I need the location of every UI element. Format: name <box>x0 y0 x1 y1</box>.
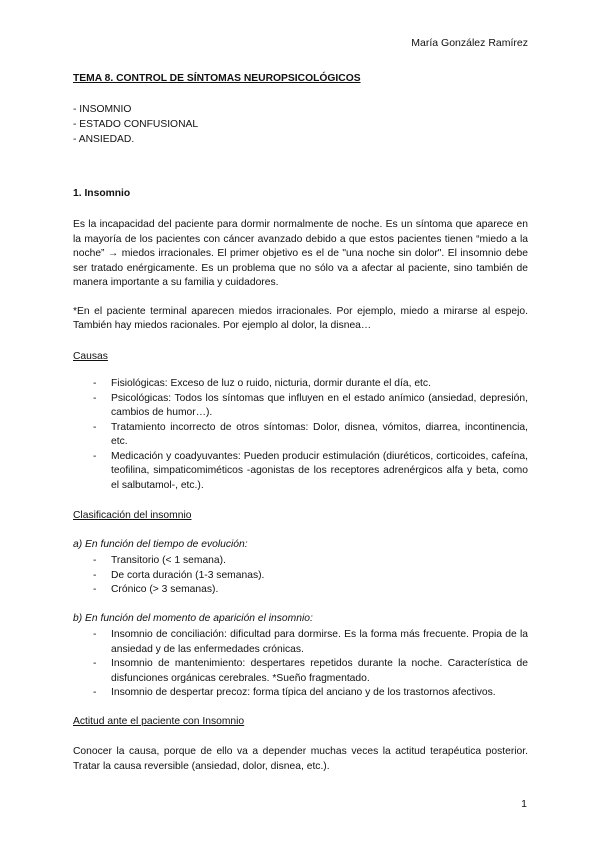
topic-item: - ESTADO CONFUSIONAL <box>73 118 199 130</box>
clasificacion-heading: Clasificación del insomnio <box>73 510 192 521</box>
section-heading-insomnio: 1. Insomnio <box>73 187 131 199</box>
list-item: - Medicación y coadyuvantes: Pueden producir estimulación (diuréticos, corticoides, cafeína, teofilina, simpaticomiméticos -agonistas de los receptores adrenérgicos alfa y beta, como el salbutamol-, etc.). <box>93 450 528 494</box>
page-number: 1 <box>521 798 527 810</box>
list-item: - De corta duración (1-3 semanas). <box>93 569 528 584</box>
list-item: - Psicológicas: Todos los síntomas que influyen en el estado anímico (ansiedad, depresión, cambios de humor…). <box>93 392 528 421</box>
list-item: - Fisiológicas: Exceso de luz o ruido, nicturia, dormir durante el día, etc. <box>93 377 528 392</box>
list-item: - Tratamiento incorrecto de otros síntomas: Dolor, disnea, vómitos, diarrea, incontinencia, etc. <box>93 421 528 450</box>
topic-list <box>73 102 528 147</box>
list-item: - Insomnio de despertar precoz: forma típica del anciano y de los trastornos afectivos. <box>93 686 528 701</box>
clasificacion-b-heading: b) En función del momento de aparición el insomnio: <box>73 612 313 624</box>
clasificacion-b-list <box>73 628 528 701</box>
causas-list <box>73 377 528 493</box>
topic-item: - ANSIEDAD. <box>73 133 135 145</box>
list-item: - Crónico (> 3 semanas). <box>93 583 528 598</box>
clasificacion-a-heading: a) En función del tiempo de evolución: <box>73 538 248 550</box>
clasificacion-a-list <box>73 554 528 598</box>
causas-heading: Causas <box>73 350 108 362</box>
actitud-heading: Actitud ante el paciente con Insomnio <box>73 715 245 727</box>
author-header: María González Ramírez <box>411 37 528 49</box>
topic-item: - INSOMNIO <box>73 103 132 115</box>
list-item: - Transitorio (< 1 semana). <box>93 554 528 569</box>
intro-paragraph: Es la incapacidad del paciente para dormir normalmente de noche. Es un síntoma que aparece en la mayoría de los pacientes con cáncer avanzado debido a que estos pacientes tienen “miedo a la noche” → miedos irracionales. El primer objetivo es el de "una noche sin dolor". El insomnio debe ser tratado enérgicamente. Es un problema que no sólo va a afectar al paciente, sino también de manera importante a su familia y cuidadores. <box>73 219 528 288</box>
note-paragraph: *En el paciente terminal aparecen miedos irracionales. Por ejemplo, miedo a mirarse al espejo. También hay miedos racionales. Por ejemplo al dolor, la disnea… <box>73 305 528 331</box>
document-body <box>73 72 528 774</box>
list-item: - Insomnio de mantenimiento: despertares repetidos durante la noche. Característica de disfunciones orgánicas cerebrales. *Sueño fragmentado. <box>93 657 528 686</box>
actitud-paragraph: Conocer la causa, porque de ello va a depender muchas veces la actitud terapéutica posterior. Tratar la causa reversible (ansiedad, dolor, disnea, etc.). <box>73 746 528 772</box>
list-item: - Insomnio de conciliación: dificultad para dormirse. Es la forma más frecuente. Propia de la ansiedad y de las enfermedades crónicas. <box>93 628 528 657</box>
document-title: TEMA 8. CONTROL DE SÍNTOMAS NEUROPSICOLÓGICOS <box>73 73 361 84</box>
